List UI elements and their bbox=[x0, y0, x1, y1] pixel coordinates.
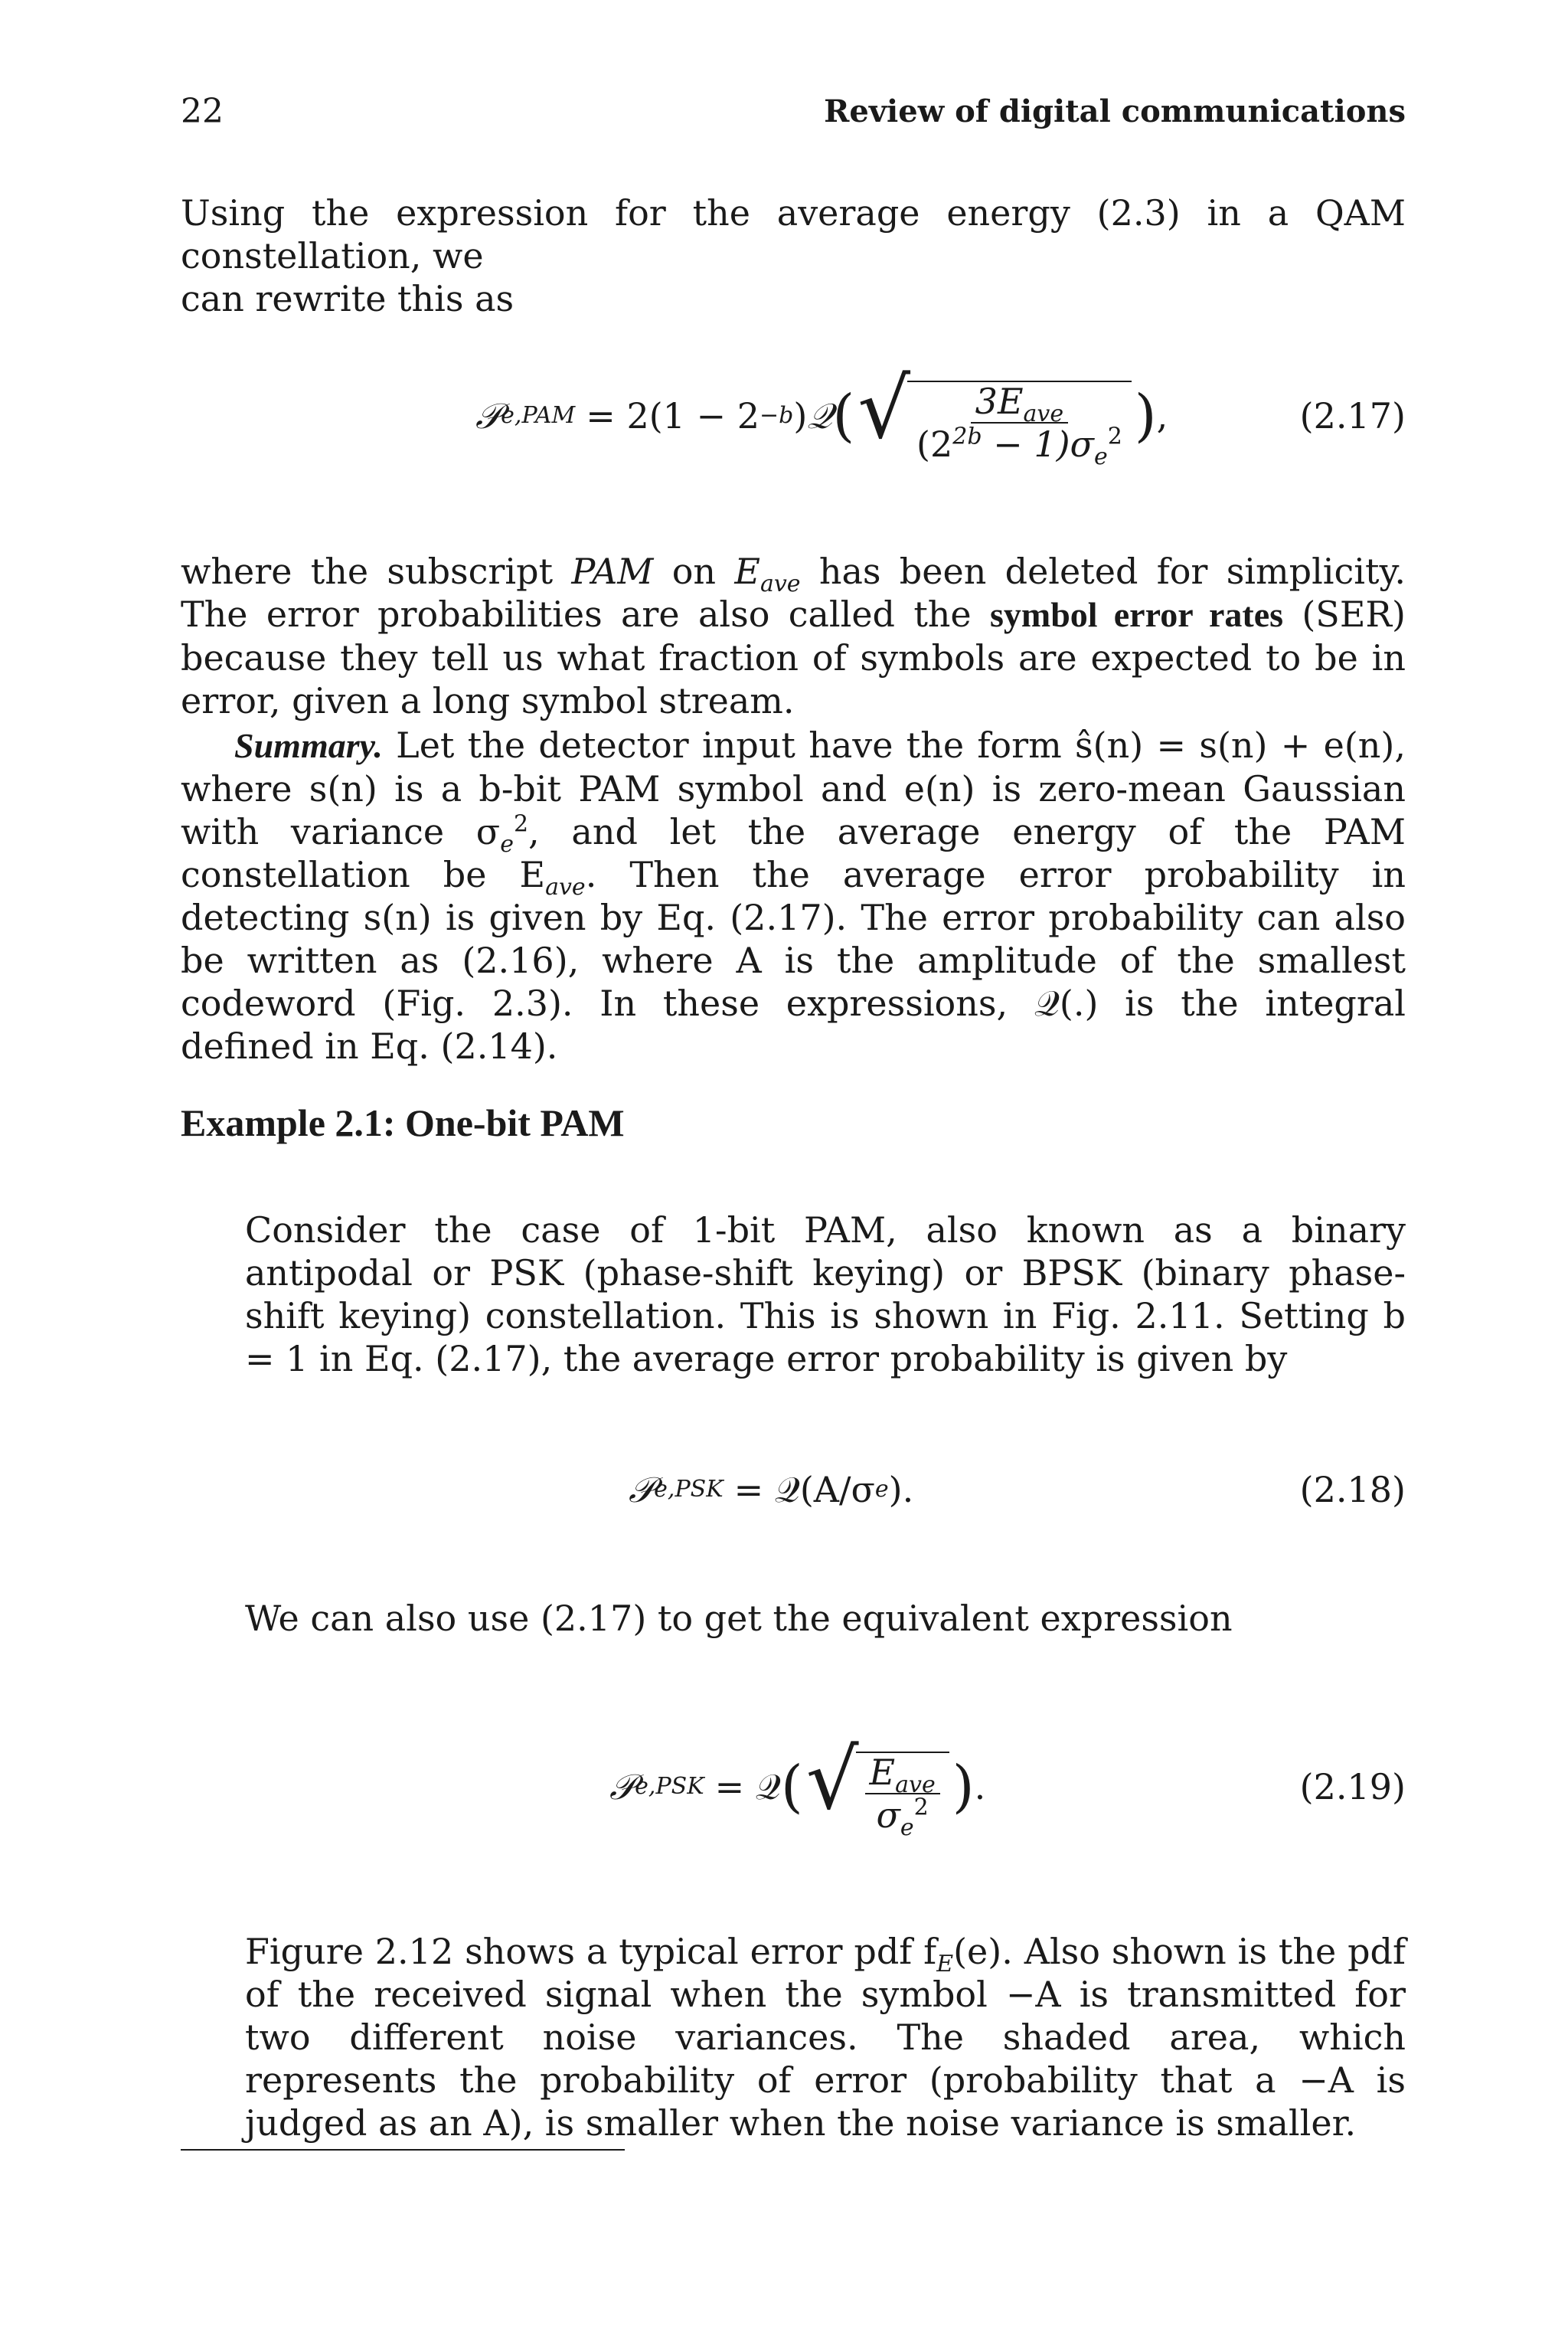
equation-number-2-17: (2.17) bbox=[1299, 395, 1406, 437]
example-paragraph-3: Figure 2.12 shows a typical error pdf $f_E(e)$. Also shown is the pdf of the received signal when the symbol −A is transmitted for two different noise variances. The shaded area, which represents the probability of error (probability that a −A is judged as an A), is smaller when the noise variance is smaller. bbox=[245, 1931, 1406, 2144]
eq217-denominator-a: (2 bbox=[916, 424, 953, 465]
eq218-rhs: = 𝒬(A/σ bbox=[733, 1469, 875, 1510]
page-number: 22 bbox=[181, 92, 224, 131]
eq219-equals: = 𝒬 bbox=[714, 1766, 781, 1807]
equation-2-17-expression: 𝒫 e,PAM = 2(1 − 2 −b ) 𝒬 ( √ $\frac{3E_{ave}}{(2^{2b} - 1)\sigma_e^2}$ ) , bbox=[475, 361, 1168, 471]
eq217-trailing: , bbox=[1156, 395, 1168, 437]
footnote-rule bbox=[181, 2149, 625, 2151]
intro-line-1: Using the expression for the average energy (2.3) in a QAM constellation, we bbox=[181, 192, 1406, 276]
example-paragraph-1: Consider the case of 1-bit PAM, also known as a binary antipodal or PSK (phase-shift keying) or BPSK (binary phase-shift keying) constellation. This is shown in Fig. 2.11. Setting b = 1 in Eq. (2.17), the average error probability is given by bbox=[245, 1209, 1406, 1379]
eq219-numerator: E bbox=[869, 1752, 896, 1793]
equation-number-2-18: (2.18) bbox=[1299, 1469, 1406, 1510]
equation-number-2-19: (2.19) bbox=[1299, 1766, 1406, 1807]
eq217-fraction bbox=[907, 381, 1132, 471]
eq217-denominator-exp: 2b bbox=[952, 423, 982, 450]
intro-line-2: can rewrite this as bbox=[181, 278, 514, 319]
eq217-denominator-b: − 1)σ bbox=[982, 424, 1094, 465]
eq217-coefficient: = 2(1 − 2 bbox=[586, 395, 760, 437]
eq219-fraction bbox=[856, 1752, 949, 1842]
symbol-error-rates-term: symbol error rates bbox=[989, 595, 1284, 634]
eq217-coefficient-end: ) bbox=[793, 395, 808, 437]
running-title: Review of digital communications bbox=[824, 93, 1406, 129]
sqrt-sign: √ $\frac{E_{ave}}{\sigma_e^2}$ bbox=[806, 1739, 949, 1834]
eq217-denominator-sup: 2 bbox=[1107, 423, 1122, 450]
eq217-numerator: 3E bbox=[975, 381, 1024, 422]
eq217-exponent: −b bbox=[759, 402, 794, 429]
equation-2-18-expression: 𝒫 e,PSK = 𝒬(A/σ e ). bbox=[629, 1469, 914, 1510]
eq219-denominator-sub: e bbox=[900, 1814, 914, 1842]
ser-paragraph: where the subscript PAM on $E_{ave}$ has been deleted for simplicity. The error probabilities are also called the symbol error rates (SER) because they tell us what fraction of symbols are expected to be in error, given a long symbol stream. bbox=[181, 551, 1406, 721]
summary-paragraph: Summary. Let the detector input have the form ŝ(n) = s(n) + e(n), where s(n) is a b-bit PAM symbol and e(n) is zero-mean Gaussian with variance $\sigma_e^2$, and let the average energy of the PAM constellation be $E_{ave}$. Then the average error probability in detecting s(n) is given by Eq. (2.17). The error probability can also be written as (2.16), where A is the amplitude of the smallest codeword (Fig. 2.3). In these expressions, 𝒬(.) is the integral defined in Eq. (2.14). bbox=[181, 725, 1406, 1067]
page-header bbox=[181, 90, 1406, 136]
eq219-trailing: . bbox=[974, 1766, 986, 1807]
eq218-lhs-subscript: e,PSK bbox=[654, 1476, 724, 1503]
eq219-lhs-subscript: e,PSK bbox=[635, 1773, 704, 1800]
example-paragraph-2: We can also use (2.17) to get the equivalent expression bbox=[245, 1598, 1233, 1639]
intro-paragraph bbox=[181, 191, 1406, 320]
eq217-numerator-sub: ave bbox=[1023, 401, 1064, 428]
summary-label: Summary. bbox=[234, 726, 383, 765]
eq219-numerator-sub: ave bbox=[895, 1771, 936, 1799]
eq218-rhs-end: ). bbox=[888, 1469, 914, 1510]
equation-2-19 bbox=[181, 1732, 1406, 1842]
eq217-denominator-sub: e bbox=[1093, 443, 1108, 471]
equation-2-19-expression: 𝒫 e,PSK = 𝒬 ( √ $\frac{E_{ave}}{\sigma_e^2}$ ) . bbox=[609, 1732, 986, 1842]
example-heading: Example 2.1: One-bit PAM bbox=[181, 1101, 625, 1144]
eq217-lhs-subscript: e,PAM bbox=[501, 402, 576, 429]
sqrt-sign: √ $\frac{3E_{ave}}{(2^{2b} - 1)\sigma_e^2}$ bbox=[858, 368, 1132, 463]
eq218-rhs-sub: e bbox=[874, 1476, 889, 1503]
equation-2-17 bbox=[181, 361, 1406, 471]
eq219-denominator-sup: 2 bbox=[913, 1794, 929, 1821]
equation-2-18 bbox=[181, 1440, 1406, 1539]
eq219-denominator: σ bbox=[876, 1794, 900, 1836]
